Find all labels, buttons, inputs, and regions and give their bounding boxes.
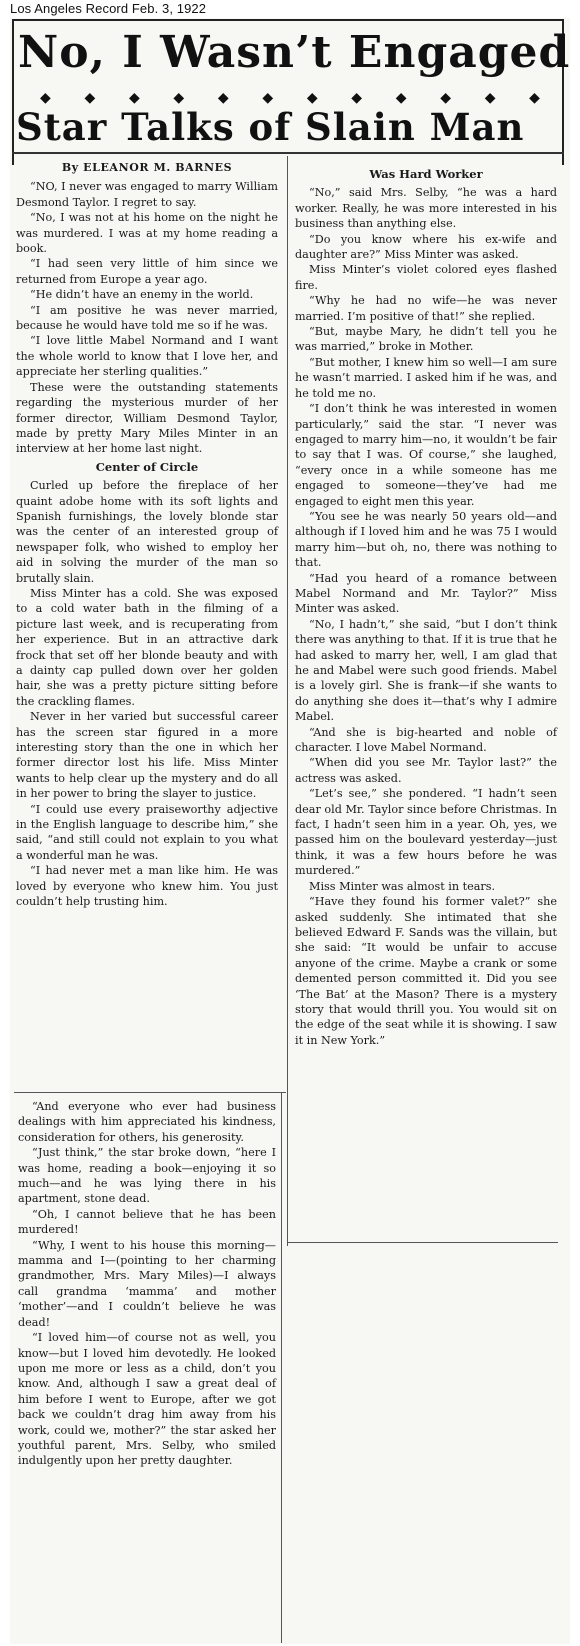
paragraph: Miss Minter’s violet colored eyes flashed fire.	[295, 263, 557, 292]
clipping-cut-line	[288, 1242, 558, 1243]
paragraph: “Why he had no wife—he was never married. I’m positive of that!” she replied.	[295, 294, 557, 323]
paragraph: “But, maybe Mary, he didn’t tell you he was married,” broke in Mother.	[295, 325, 557, 354]
paragraph: Miss Minter was almost in tears.	[309, 879, 496, 893]
paragraph: “But mother, I knew him so well—I am sure he wasn’t married. I asked him if he was, and he told me no.	[295, 355, 557, 400]
paragraph: “I love little Mabel Normand and I want the whole world to know that I love her, and appreciate her sterling qualities.”	[16, 334, 278, 379]
headline-dot-rule: ◆ ◆ ◆ ◆ ◆ ◆ ◆ ◆ ◆ ◆ ◆ ◆	[40, 90, 540, 106]
headline-bottom-rule	[12, 152, 564, 154]
paragraph: “Do you know where his ex-wife and daughter are?” Miss Minter was asked.	[295, 232, 557, 262]
paragraph: “Have they found his former valet?” she asked suddenly. She intimated that she believed Edward F. Sands was the villain, but she said: “It would be unfair to accuse anyone of the crime. Maybe a crank or some demented person committed it. Did you see ‘The Bat’ at the Mason? There is a mystery story that would thrill you. You would sit on the edge of the seat while it is showing. I saw it in New York.”	[295, 895, 557, 1047]
section-subhead: Center of Circle	[95, 459, 199, 474]
paragraph: “Let’s see,” she pondered. “I hadn’t seen dear old Mr. Taylor since before Christmas. In fact, I hadn’t seen him in a year. Oh, yes, we passed him on the boulevard yesterday—just think, it was a few hours before he was murdered.”	[295, 787, 557, 878]
paragraph: “When did you see Mr. Taylor last?” the actress was asked.	[295, 756, 557, 785]
paragraph: “Oh, I cannot believe that he has been murdered!	[18, 1207, 276, 1237]
paragraph: Never in her varied but successful career has the screen star figured in a more interesting story than the one in which her former director lost his life. Miss Minter wants to help clear up the mystery and do all in her power to bring the slayer to justice.	[16, 710, 278, 801]
clipping-cut-line	[14, 1092, 286, 1093]
headline: No, I Wasn’t Engaged	[18, 27, 571, 78]
paragraph: Miss Minter has a cold. She was exposed to a cold water bath in the filming of a picture last week, and is recuperating from her experience. But in an attractive dark frock that set off her blonde beauty and with a dainty cap pulled down over her golden hair, she was a pretty picture sitting before the crackling flames.	[16, 586, 278, 708]
paragraph: “No, I was not at his home on the night he was murdered. I was at my home reading a book.	[16, 211, 278, 256]
paragraph: “I had never met a man like him. He was loved by everyone who knew him. You just couldn’t help trusting him.	[16, 864, 278, 909]
clipping-edge	[281, 1093, 282, 1643]
paragraph: Curled up before the fireplace of her quaint adobe home with its soft lights and Spanish furnishings, the lovely blonde star was the center of an interested group of newspaper folk, who wished to employ her aid in solving the murder of the man so brutally slain.	[16, 479, 278, 585]
col1-paragraphs	[16, 179, 278, 456]
paragraph: “I don’t think he was interested in women particularly,” said the star. “I never was engaged to marry him—no, it wouldn’t be fair to say that I was. Of course,” she laughed, “every once in a while someone has me engaged to someone—they’ve had me engaged to eight men this year.	[295, 402, 557, 508]
paragraph: “Had you heard of a romance between Mabel Normand and Mr. Taylor?” Miss Minter was asked.	[295, 571, 557, 616]
paragraph: These were the outstanding statements regarding the mysterious murder of her former director, William Desmond Taylor, made by pretty Mary Miles Minter in an interview at her home last night.	[16, 380, 278, 456]
paragraph: “No,” said Mrs. Selby, “he was a hard worker. Really, he was more interested in his business than anything else.	[295, 186, 557, 231]
source-caption: Los Angeles Record Feb. 3, 1922	[10, 1, 207, 16]
byline: By ELEANOR M. BARNES	[61, 161, 233, 174]
article-column-left-lower	[18, 1099, 276, 1469]
paragraph: “And she is big-hearted and noble of character. I love Mabel Normand.	[295, 725, 557, 755]
paragraph: “NO, I never was engaged to marry William Desmond Taylor. I regret to say.	[16, 180, 279, 209]
paragraph: “He didn’t have an enemy in the world.	[30, 288, 254, 302]
paragraph: “I had seen very little of him since we returned from Europe a year ago.	[16, 257, 278, 286]
paragraph: “Just think,” the star broke down, “here I was home, reading a book—enjoying it so much—and he was lying there in his apartment, stone dead.	[18, 1146, 276, 1206]
col1-paragraphs-2	[16, 478, 278, 909]
paragraph: “No, I hadn’t,” she said, “but I don’t think there was anything to that. If it is true that he had asked to marry her, well, I am glad that he and Mabel were such good friends. Mabel is a lovely girl. She is frank—if she wants to do anything she does it—that’s why I admire Mabel.	[295, 617, 557, 724]
subheadline: Star Talks of Slain Man	[16, 105, 525, 149]
paragraph: “I am positive he was never married, because he would have told me so if he was.	[16, 303, 278, 333]
paragraph: “And everyone who ever had business dealings with him appreciated his kindness, consideration for others, his generosity.	[18, 1100, 276, 1144]
paragraph: “I loved him—of course not as well, you know—but I loved him devotedly. He looked upon me more or less as a child, don’t you know. And, although I saw a great deal of him before I went to Europe, after we got back we couldn’t drag him away from his work, could we, mother?” the star asked her youthful parent, Mrs. Selby, who smiled indulgently upon her pretty daughter.	[18, 1331, 276, 1468]
paragraph: “Why, I went to his house this morning—mamma and I—(pointing to her charming grandmother, Mrs. Mary Miles)—I always call grandma ‘mamma’ and mother ‘mother’—and I couldn’t believe he was dead!	[18, 1238, 276, 1329]
article-column-left-upper	[16, 160, 278, 910]
column-divider	[287, 156, 288, 1246]
section-subhead: Was Hard Worker	[369, 167, 483, 181]
paragraph: “You see he was nearly 50 years old—and although if I loved him and he was 75 I would marry him—but oh, no, there was nothing to that.	[295, 509, 557, 570]
paragraph: “I could use every praiseworthy adjective in the English language to describe him,” she said, “and still could not explain to you what a wonderful man he was.	[16, 802, 278, 862]
article-column-right	[295, 164, 557, 1048]
